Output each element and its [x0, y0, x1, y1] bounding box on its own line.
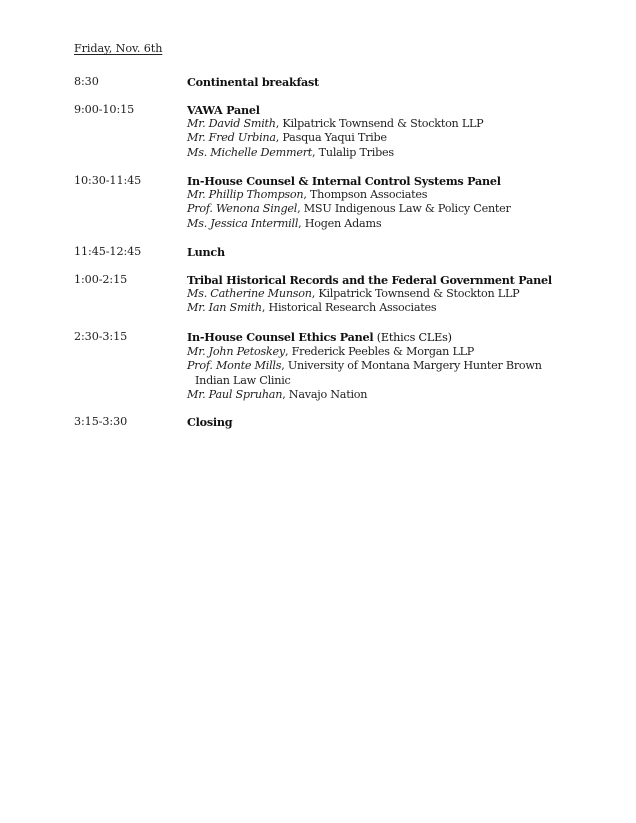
speaker-name: Ms. Jessica Intermill	[187, 216, 299, 230]
session-title: Lunch	[187, 245, 225, 259]
speaker-line	[187, 345, 597, 359]
speaker-affiliation: , University of Montana Margery Hunter Brown	[281, 359, 542, 373]
session-title: Tribal Historical Records and the Federal Government Panel	[187, 273, 552, 287]
session-time: 10:30-11:45	[74, 174, 142, 187]
session-time: 9:00-10:15	[74, 103, 135, 116]
speaker-line	[187, 217, 597, 231]
session-time: 1:00-2:15	[74, 273, 128, 286]
speaker-name: Prof. Wenona Singel	[187, 202, 298, 216]
session-content	[187, 330, 597, 402]
session-content	[187, 103, 597, 160]
session-time: 2:30-3:15	[74, 330, 128, 343]
session-title-note: (Ethics CLEs)	[373, 331, 452, 344]
day-heading: Friday, Nov. 6th	[74, 42, 163, 55]
speaker-line	[187, 131, 597, 145]
session-time: 8:30	[74, 75, 99, 88]
speaker-name: Mr. John Petoskey	[187, 345, 285, 359]
speaker-line	[187, 359, 597, 387]
speaker-affiliation: , Navajo Nation	[282, 387, 368, 401]
speaker-affiliation: , Hogen Adams	[298, 216, 382, 230]
session-title: In-House Counsel & Internal Control Systems Panel	[187, 174, 501, 188]
speaker-affiliation: , Historical Research Associates	[261, 301, 437, 315]
speaker-name: Mr. Phillip Thompson	[187, 188, 304, 202]
session-content	[187, 245, 597, 259]
speaker-name: Mr. Paul Spruhan	[187, 387, 283, 401]
speaker-name: Mr. Ian Smith	[187, 301, 262, 315]
speaker-affiliation: , Pasqua Yaqui Tribe	[275, 131, 387, 145]
session-title: VAWA Panel	[187, 103, 260, 117]
speaker-name: Prof. Monte Mills	[187, 359, 282, 373]
session-title	[187, 330, 597, 345]
session-content	[187, 415, 597, 429]
session-content	[187, 273, 597, 316]
speaker-affiliation: , Thompson Associates	[303, 188, 428, 202]
speaker-name: Ms. Michelle Demmert	[187, 145, 313, 159]
speaker-line	[187, 188, 597, 202]
session-title: Closing	[187, 415, 233, 429]
session-time: 11:45-12:45	[74, 245, 142, 258]
speaker-line	[187, 202, 597, 216]
speaker-affiliation: , Kilpatrick Townsend & Stockton LLP	[275, 117, 484, 131]
speaker-name: Mr. David Smith	[187, 117, 276, 131]
session-title-text: In-House Counsel Ethics Panel	[187, 330, 374, 344]
speaker-affiliation: , Frederick Peebles & Morgan LLP	[284, 345, 475, 359]
speaker-affiliation: , Tulalip Tribes	[312, 145, 394, 159]
speaker-line	[187, 146, 597, 160]
session-title: Continental breakfast	[187, 75, 319, 89]
speaker-line	[187, 388, 597, 402]
speaker-affiliation: , Kilpatrick Townsend & Stockton LLP	[311, 287, 520, 301]
speaker-affiliation: , MSU Indigenous Law & Policy Center	[297, 202, 511, 216]
session-content	[187, 174, 597, 231]
speaker-affiliation-continued: Indian Law Clinic	[195, 373, 291, 387]
speaker-name: Mr. Fred Urbina	[187, 131, 276, 145]
speaker-line	[187, 301, 597, 315]
speaker-line	[187, 287, 597, 301]
session-time: 3:15-3:30	[74, 415, 128, 428]
speaker-line	[187, 117, 597, 131]
speaker-name: Ms. Catherine Munson	[187, 287, 312, 301]
session-content	[187, 75, 597, 89]
